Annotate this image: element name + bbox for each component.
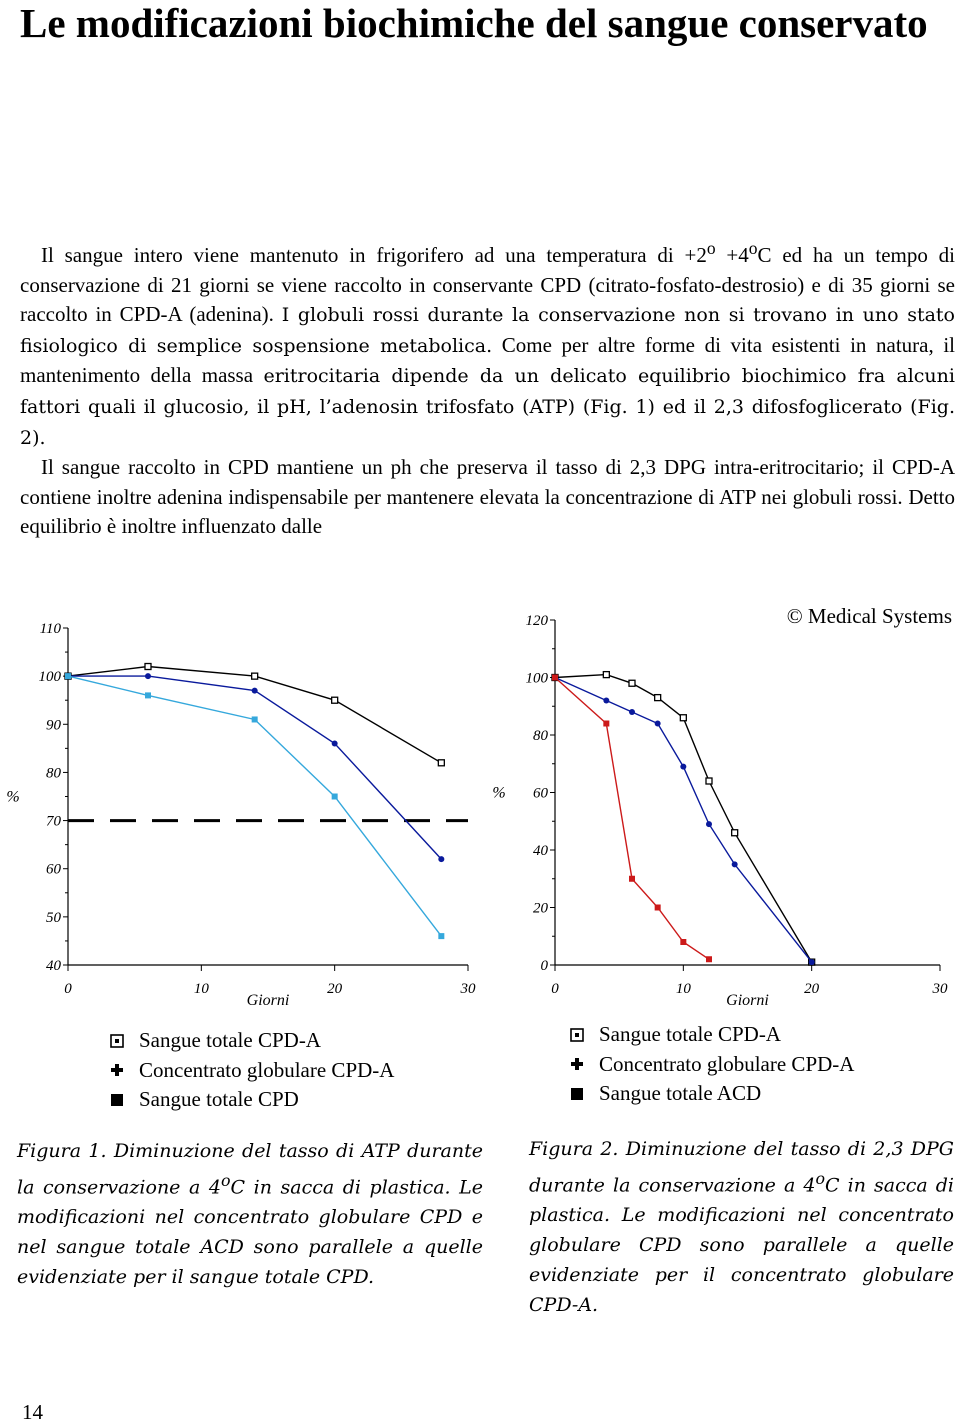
paragraph-1-part: +4 <box>715 243 749 267</box>
superscript: o <box>220 1171 231 1190</box>
superscript: o <box>706 238 716 258</box>
y-tick-label: 60 <box>533 785 548 802</box>
data-point <box>706 778 712 784</box>
x-axis-label: Giorni <box>726 992 769 1009</box>
data-point <box>655 905 661 911</box>
paragraph-1-part: eritrocitaria dipende da un delicato equilibrio biochimico fra alcuni fattori quali il glucosio, il pH, l’adenosin trifosfato (ATP) (Fig. 1) ed il 2,3 difosfoglicerato (Fig. 2). <box>20 365 955 449</box>
data-point <box>732 861 738 867</box>
data-point <box>145 673 151 679</box>
data-point <box>332 741 338 747</box>
data-point <box>252 716 258 722</box>
x-tick-label: 10 <box>675 981 691 997</box>
data-point <box>706 821 712 827</box>
data-point <box>603 698 609 704</box>
legend-item <box>110 1056 394 1086</box>
data-point <box>438 856 444 862</box>
data-point <box>252 688 258 694</box>
y-tick-label: 100 <box>525 670 548 687</box>
data-point <box>680 764 686 770</box>
hollow-square-marker-icon <box>570 1028 584 1042</box>
data-point <box>732 830 738 836</box>
chart2-series-3 <box>552 675 712 963</box>
data-point <box>438 933 444 939</box>
legend-item <box>570 1020 854 1050</box>
chart2-legend <box>570 1020 854 1109</box>
y-tick-label: 0 <box>540 958 548 974</box>
y-tick-label: 120 <box>525 613 548 629</box>
legend-label: Sangue totale ACD <box>599 1081 762 1105</box>
data-point <box>332 697 338 703</box>
data-point <box>332 794 338 800</box>
data-point <box>629 876 635 882</box>
y-tick-label: 60 <box>46 861 61 878</box>
data-point <box>629 709 635 715</box>
y-tick-label: 20 <box>533 900 548 917</box>
x-tick-label: 10 <box>193 981 209 997</box>
plus-marker-icon <box>110 1063 124 1077</box>
y-axis-label: % <box>492 784 506 802</box>
x-tick-label: 20 <box>327 981 343 997</box>
caption-part: Figura 2. Diminuzione del tasso di 2,3 DPG durante la conservazione a 4 <box>529 1138 954 1197</box>
legend-item <box>110 1026 394 1056</box>
y-tick-label: 80 <box>46 765 61 782</box>
caption-part: C in sacca di plastica. Le modificazioni nel concentrato globulare CPD sono parallele a quelle evidenziate per il concentrato globulare CPD-A. <box>529 1174 954 1317</box>
chart2-series-1 <box>552 672 815 966</box>
legend-item <box>570 1050 854 1080</box>
data-point <box>603 721 609 727</box>
paragraph-1-part: Il sangue intero viene mantenuto in frigorifero ad una temperatura di +2 <box>41 243 707 267</box>
body-text <box>20 234 955 542</box>
data-point <box>145 664 151 670</box>
y-tick-label: 50 <box>46 909 61 926</box>
series-line <box>68 667 441 763</box>
legend-label: Sangue totale CPD-A <box>139 1028 321 1052</box>
y-tick-label: 100 <box>38 669 61 686</box>
page-number: 14 <box>22 1400 43 1424</box>
x-axis-label: Giorni <box>246 992 290 1009</box>
paragraph-1 <box>20 234 955 453</box>
legend-label: Sangue totale CPD <box>139 1087 299 1111</box>
superscript: o <box>748 238 758 258</box>
plus-marker-icon <box>570 1057 584 1071</box>
filled-square-marker-icon <box>110 1093 124 1107</box>
data-point <box>809 959 815 965</box>
caption-part: C in sacca di plastica. Le modificazioni nel concentrato globulare CPD e nel sangue totale ACD sono parallele a quelle evidenziate per il sangue totale CPD. <box>17 1176 484 1289</box>
legend-label: Concentrato globulare CPD-A <box>139 1057 395 1082</box>
data-point <box>655 721 661 727</box>
y-tick-label: 80 <box>533 728 548 744</box>
y-axis-label: % <box>6 788 20 806</box>
series-line <box>68 676 441 936</box>
y-tick-label: 90 <box>46 717 61 734</box>
legend-item <box>110 1085 394 1115</box>
legend-item <box>570 1079 854 1109</box>
data-point <box>252 673 258 679</box>
data-point <box>680 939 686 945</box>
data-point <box>655 695 661 701</box>
chart1-series-1 <box>65 664 444 766</box>
x-tick-label: 30 <box>460 981 476 997</box>
chart1-series-3 <box>65 673 444 939</box>
page-title: Le modificazioni biochimiche del sangue conservato <box>20 0 928 46</box>
y-tick-label: 70 <box>46 813 61 830</box>
paragraph-1-part: C ed ha un tempo di conservazione di 21 giorni se viene raccolto in conservante CPD (citrato-fosfato-destrosio) e di 35 giorni se raccolto in CPD-A (adenina). <box>20 243 955 327</box>
chart-dpg <box>480 600 960 1010</box>
chart1-series-2 <box>65 673 444 862</box>
chart-atp <box>0 600 490 1010</box>
data-point <box>680 715 686 721</box>
data-point <box>706 956 712 962</box>
y-tick-label: 40 <box>46 958 61 974</box>
paragraph-1-part: Come per altre forme di vita esistenti in natura, il mantenimento della massa <box>20 332 956 388</box>
filled-square-marker-icon <box>570 1087 584 1101</box>
data-point <box>145 692 151 698</box>
figure-2-caption <box>529 1134 954 1320</box>
x-tick-label: 20 <box>804 981 820 997</box>
series-line <box>68 676 441 859</box>
paragraph-2-text: Il sangue raccolto in CPD mantiene un ph che preserva il tasso di 2,3 DPG intra-eritrocitario; il CPD-A contiene inoltre adenina indispensabile per mantenere elevata la concentrazione di ATP nei globuli rossi. Detto equilibrio è inoltre influenzato dalle <box>20 455 955 539</box>
hollow-square-marker-icon <box>110 1034 124 1048</box>
y-tick-label: 40 <box>533 843 548 859</box>
paragraph-2 <box>20 453 955 542</box>
data-point <box>552 675 558 681</box>
paragraph-1-part: I globuli rossi durante la conservazione non si trovano in uno stato fisiologico di semplice sospensione metabolica. <box>20 304 955 357</box>
data-point <box>65 673 71 679</box>
y-tick-label: 110 <box>39 621 61 637</box>
copyright-notice: © Medical Systems <box>786 604 952 628</box>
legend-label: Concentrato globulare CPD-A <box>599 1051 855 1076</box>
x-tick-label: 30 <box>932 981 948 997</box>
legend-label: Sangue totale CPD-A <box>599 1022 781 1046</box>
figure-1-caption <box>17 1136 483 1292</box>
caption-part: Figura 1. Diminuzione del tasso di ATP durante la conservazione a 4 <box>17 1140 483 1199</box>
data-point <box>603 672 609 678</box>
data-point <box>438 760 444 766</box>
x-tick-label: 0 <box>551 981 559 997</box>
x-tick-label: 0 <box>64 981 72 997</box>
superscript: o <box>815 1169 826 1188</box>
data-point <box>629 680 635 686</box>
chart1-legend <box>110 1026 394 1115</box>
